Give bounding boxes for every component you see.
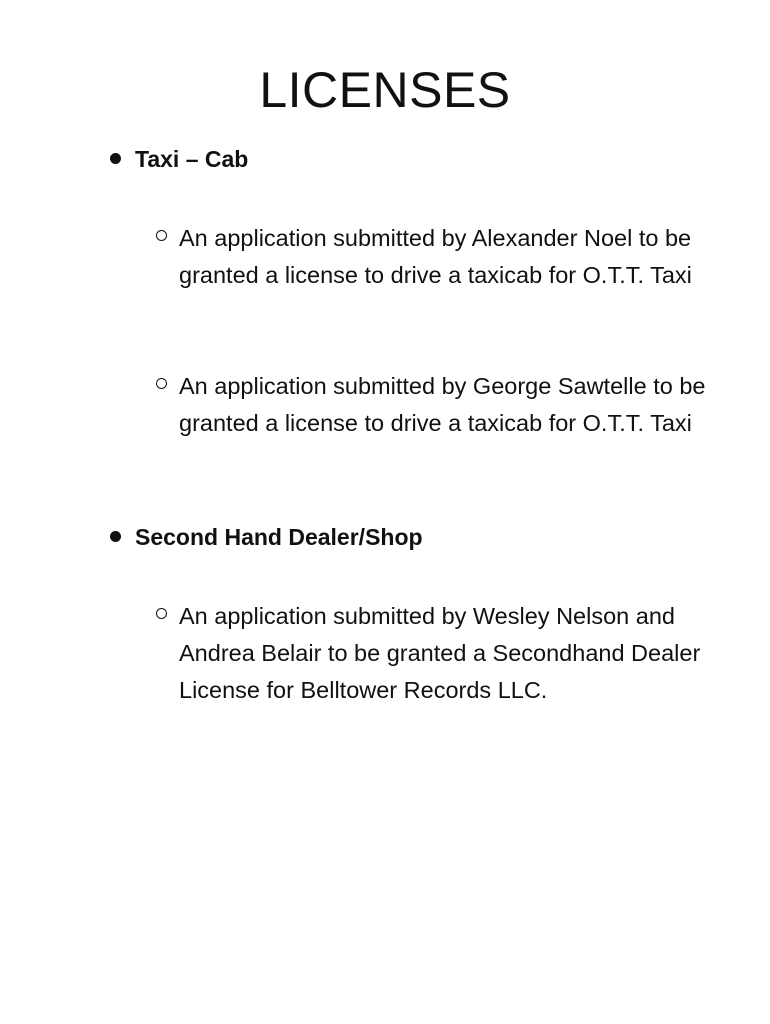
bullet-icon [110, 153, 121, 164]
list-item-text: An application submitted by George Sawtelle to be granted a license to drive a taxicab for O.T.T. Taxi [179, 373, 706, 436]
hollow-circle-icon [156, 378, 167, 389]
list-item-text: An application submitted by Wesley Nelson and Andrea Belair to be granted a Secondhand Dealer License for Belltower Records LLC. [179, 603, 701, 703]
hollow-circle-icon [156, 230, 167, 241]
section-heading-label: Taxi – Cab [135, 146, 249, 172]
list-item-text: An application submitted by Alexander Noel to be granted a license to drive a taxicab for O.T.T. Taxi [179, 225, 692, 288]
hollow-circle-icon [156, 608, 167, 619]
bullet-icon [110, 531, 121, 542]
page-title: LICENSES [259, 62, 511, 118]
section-heading [110, 144, 248, 174]
section-heading [110, 522, 423, 552]
section-heading-label: Second Hand Dealer/Shop [135, 524, 423, 550]
